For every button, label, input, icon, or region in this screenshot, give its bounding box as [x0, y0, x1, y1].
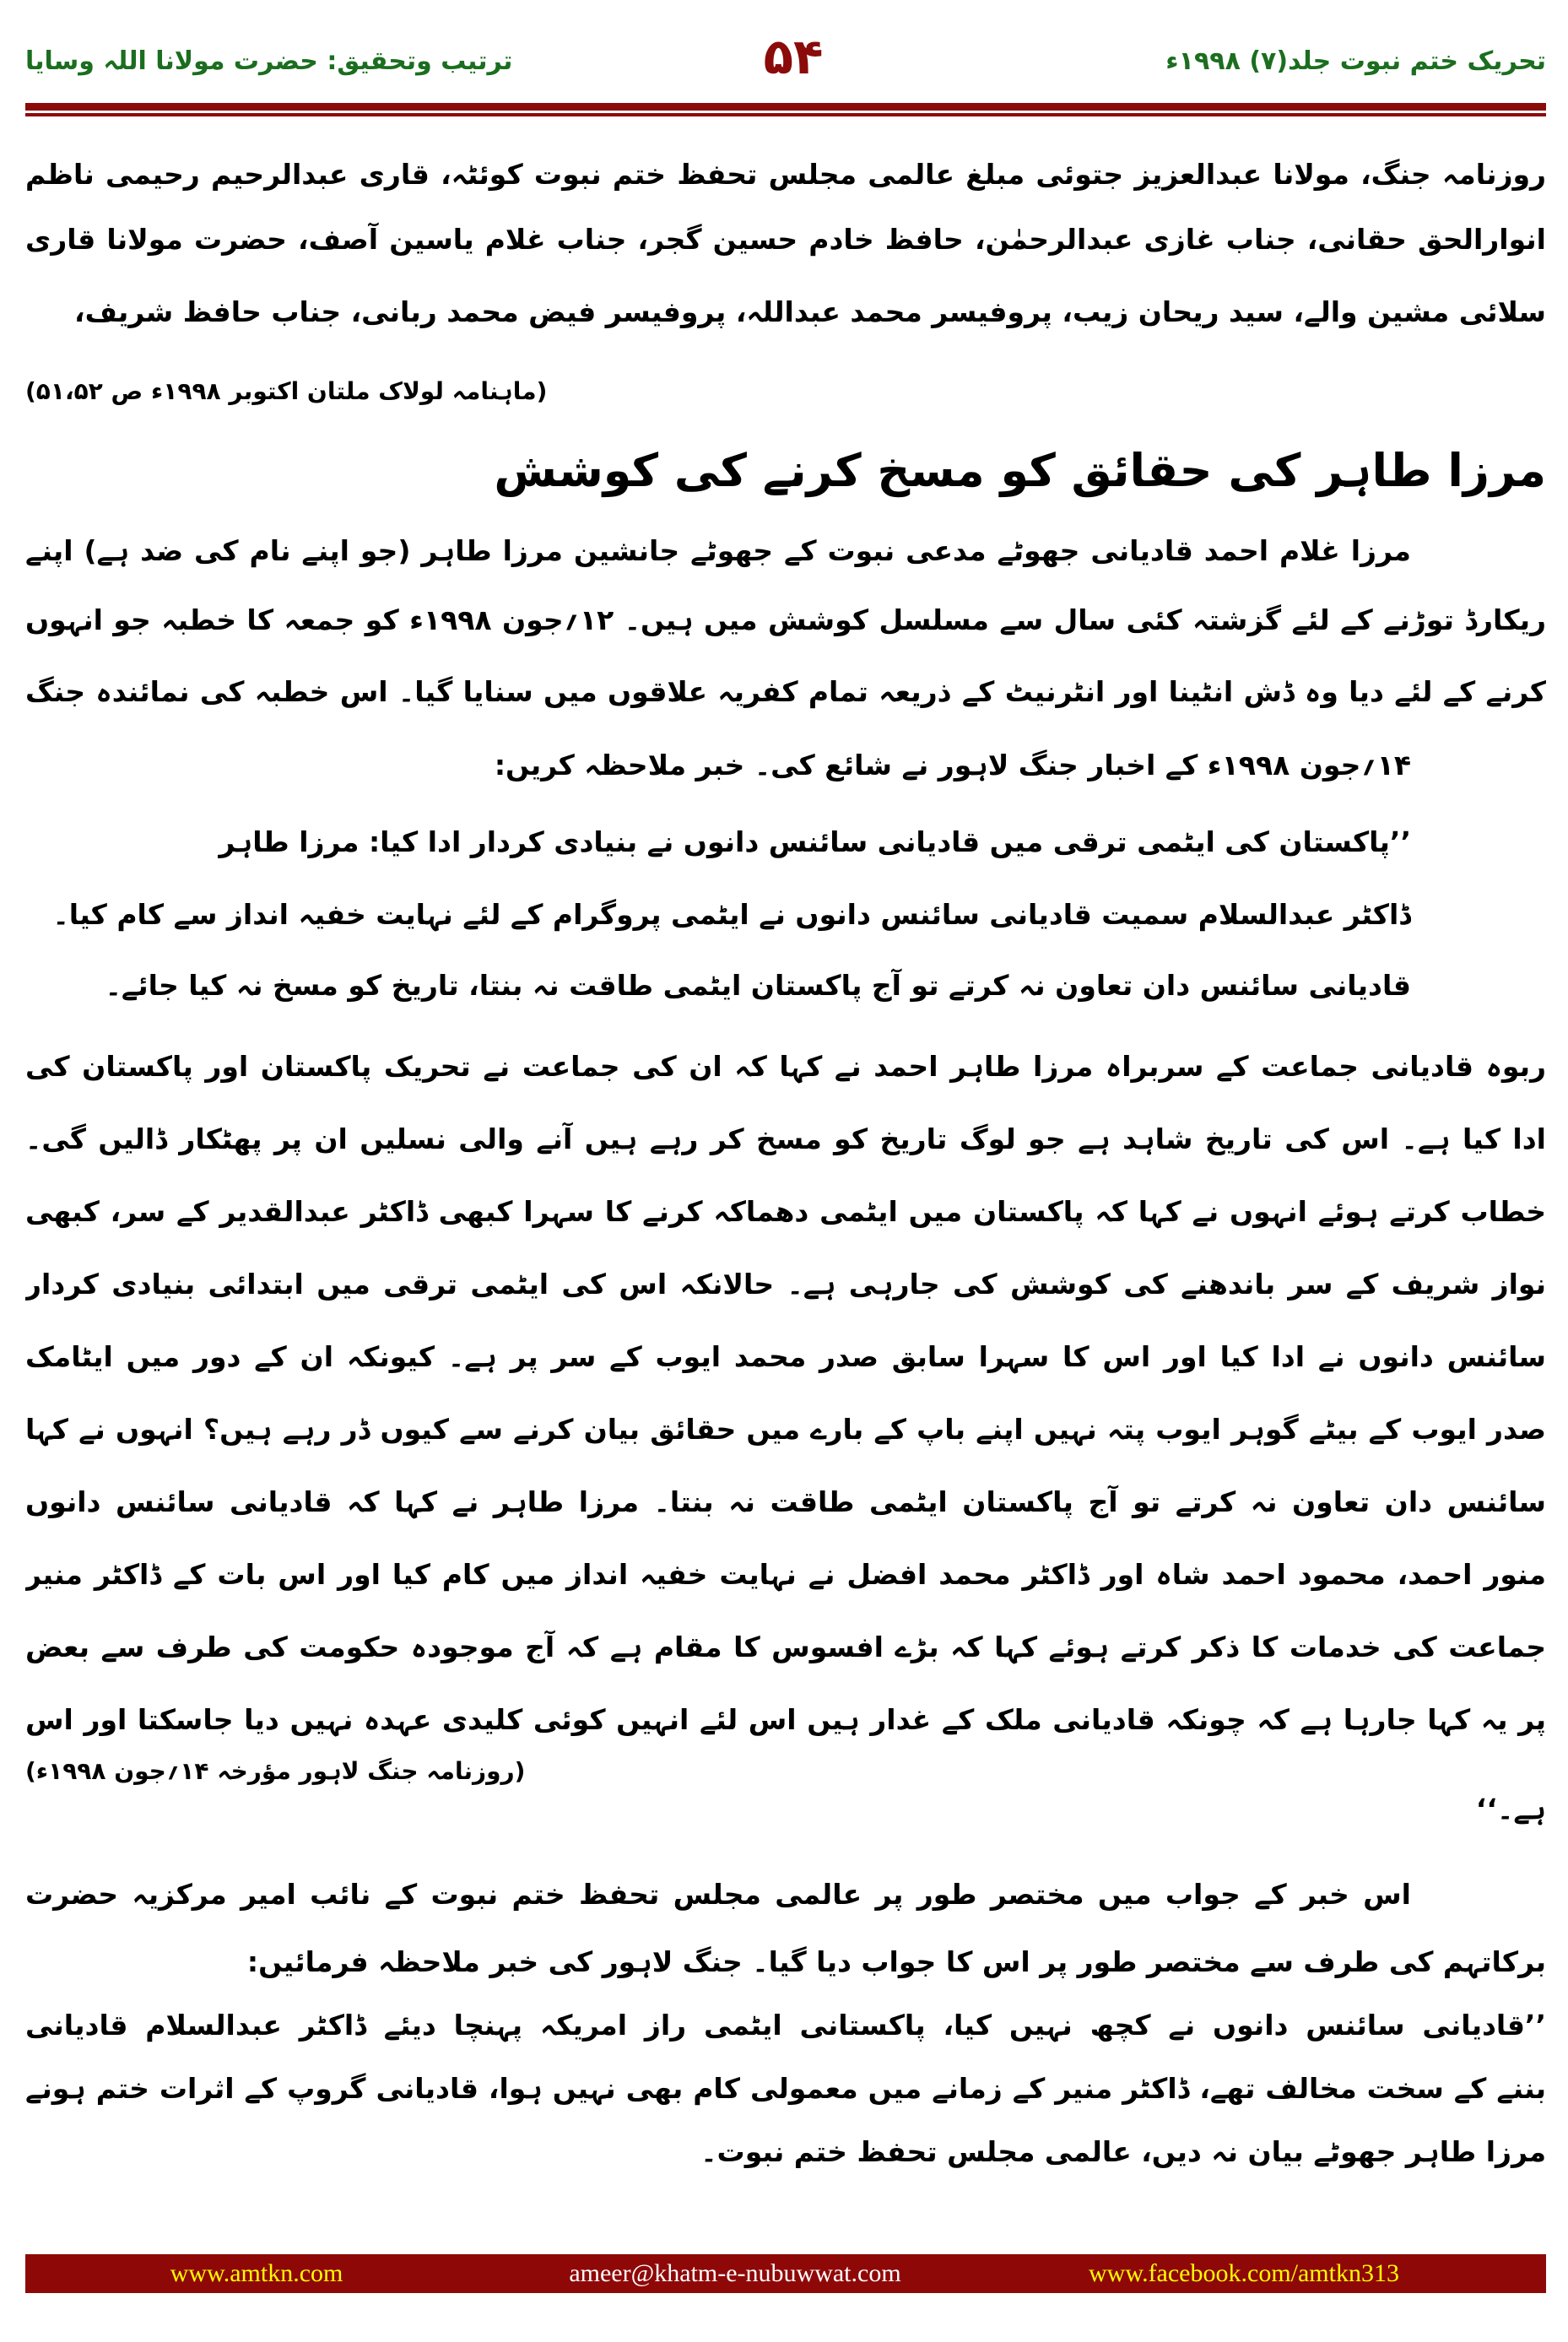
quote-line: ’’پاکستان کی ایٹمی ترقی میں قادیانی سائنس دانوں نے بنیادی کردار ادا کیا: مرزا طاہر — [219, 825, 1411, 858]
text-line: سلائی مشین والے، سید ریحان زیب، پروفیسر محمد عبداللہ، پروفیسر فیض محمد ربانی، جناب حافظ شریف، — [74, 295, 1546, 328]
source-citation: (ماہنامہ لولاک ملتان اکتوبر ۱۹۹۸ء ص ۵۱،۵۲) — [25, 377, 548, 405]
text-line: منور احمد، محمود احمد شاہ اور ڈاکٹر محمد افضل نے نہایت خفیہ انداز میں کام کیا اور اس بات کے ڈاکٹر منیر — [25, 1558, 1546, 1591]
text-line: نواز شریف کے سر باندھنے کی کوشش کی جارہی ہے۔ حالانکہ اس کی ایٹمی ترقی میں ابتدائی بنیادی کردار — [25, 1268, 1546, 1301]
text-line: خطاب کرتے ہوئے انہوں نے کہا کہ پاکستان میں ایٹمی دھماکہ کرنے کا سہرا کبھی ڈاکٹر عبدالقدیر کے سر، کبھی — [25, 1195, 1546, 1228]
source-citation: (روزنامہ جنگ لاہور مؤرخہ ۱۴؍جون ۱۹۹۸ء) — [25, 1757, 526, 1785]
header-divider-thin — [25, 113, 1546, 116]
quote-line: بننے کے سخت مخالف تھے، ڈاکٹر منیر کے زمانے میں معمولی کام بھی نہیں ہوا، قادیانی گروپ کے اثرات ختم ہونے — [25, 2072, 1546, 2105]
text-line: جماعت کی خدمات کا ذکر کرتے ہوئے کہا کہ بڑے افسوس کا مقام ہے کہ آج موجودہ حکومت کی طرف سے بعض — [25, 1631, 1546, 1663]
text-line: مرزا غلام احمد قادیانی جھوٹے مدعی نبوت کے جھوٹے جانشین مرزا طاہر (جو اپنے نام کی ضد ہے) اپنے — [25, 534, 1411, 567]
quote-line: ڈاکٹر عبدالسلام سمیت قادیانی سائنس دانوں نے ایٹمی پروگرام کے لئے نہایت خفیہ انداز سے کام کیا۔ — [52, 898, 1411, 931]
text-line: پر یہ کہا جارہا ہے کہ چونکہ قادیانی ملک کے غدار ہیں اس لئے انہیں کوئی کلیدی عہدہ نہیں دیا جاسکتا اور اس — [25, 1703, 1546, 1736]
text-line: کرنے کے لئے دیا وہ ڈش انٹینا اور انٹرنیٹ کے ذریعہ تمام کفریہ علاقوں میں سنایا گیا۔ اس خطبہ کی نمائندہ جنگ — [25, 675, 1546, 708]
text-line: ادا کیا ہے۔ اس کی تاریخ شاہد ہے جو لوگ تاریخ کو مسخ کر رہے ہیں آنے والی نسلیں ان پر پھٹکار ڈالیں گی۔ — [25, 1122, 1546, 1155]
text-line: ہے۔‘‘ — [1475, 1793, 1546, 1825]
section-heading: مرزا طاہر کی حقائق کو مسخ کرنے کی کوشش — [494, 444, 1546, 497]
text-line: ربوہ قادیانی جماعت کے سربراہ مرزا طاہر احمد نے کہا کہ ان کی جماعت نے تحریک پاکستان اور پاکستان کی — [25, 1050, 1546, 1083]
quote-line: ’’قادیانی سائنس دانوں نے کچھ نہیں کیا، پاکستانی ایٹمی راز امریکہ پہنچا دیئے ڈاکٹر عبدالسلام قادیانی — [25, 2009, 1546, 2042]
compiler-credit: ترتیب وتحقیق: حضرت مولانا اللہ وسایا — [25, 46, 513, 76]
book-title: تحریک ختم نبوت جلد(۷) ۱۹۹۸ء — [1165, 46, 1546, 76]
text-line: انوارالحق حقانی، جناب غازی عبدالرحمٰن، حافظ خادم حسین گجر، جناب غلام یاسین آصف، حضرت مولانا قاری — [25, 223, 1546, 256]
email-link[interactable]: ameer@khatm-e-nubuwwat.com — [569, 2259, 901, 2287]
text-line: برکاتہم کی طرف سے مختصر طور پر اس کا جواب دیا گیا۔ جنگ لاہور کی خبر ملاحظہ فرمائیں: — [246, 1945, 1546, 1978]
quote-line: قادیانی سائنس دان تعاون نہ کرتے تو آج پاکستان ایٹمی طاقت نہ بنتا، تاریخ کو مسخ نہ کیا جائے۔ — [105, 969, 1411, 1002]
website-link[interactable]: www.amtkn.com — [170, 2259, 343, 2287]
text-line: سائنس دان تعاون نہ کرتے تو آج پاکستان ایٹمی طاقت نہ بنتا۔ مرزا طاہر نے کہا کہ قادیانی سائنس دانوں — [25, 1485, 1546, 1518]
header-divider — [25, 103, 1546, 111]
quote-line: مرزا طاہر جھوٹے بیان نہ دیں، عالمی مجلس تحفظ ختم نبوت۔ — [700, 2135, 1546, 2168]
text-line: صدر ایوب کے بیٹے گوہر ایوب پتہ نہیں اپنے باپ کے بارے میں حقائق بیان کرنے سے کیوں ڈر رہے ہیں؟ انہوں نے کہا — [25, 1413, 1546, 1446]
text-line: سائنس دانوں نے ادا کیا اور اس کا سہرا سابق صدر محمد ایوب کے سر پر ہے۔ کیونکہ ان کے دور میں ایٹامک — [25, 1340, 1546, 1373]
text-line: روزنامہ جنگ، مولانا عبدالعزیز جتوئی مبلغ عالمی مجلس تحفظ ختم نبوت کوئٹہ، قاری عبدالرحیم رحیمی ناظم — [25, 158, 1546, 191]
text-line: ریکارڈ توڑنے کے لئے گزشتہ کئی سال سے مسلسل کوشش میں ہیں۔ ۱۲؍جون ۱۹۹۸ء کو جمعہ کا خطبہ جو انہوں — [25, 603, 1546, 636]
page-footer — [25, 2254, 1546, 2293]
text-line: ۱۴؍جون ۱۹۹۸ء کے اخبار جنگ لاہور نے شائع کی۔ خبر ملاحظہ کریں: — [494, 749, 1411, 782]
text-line: اس خبر کے جواب میں مختصر طور پر عالمی مجلس تحفظ ختم نبوت کے نائب امیر مرکزیہ حضرت — [25, 1878, 1411, 1911]
facebook-link[interactable]: www.facebook.com/amtkn313 — [1089, 2259, 1399, 2287]
page-number: ۵۴ — [763, 28, 824, 85]
